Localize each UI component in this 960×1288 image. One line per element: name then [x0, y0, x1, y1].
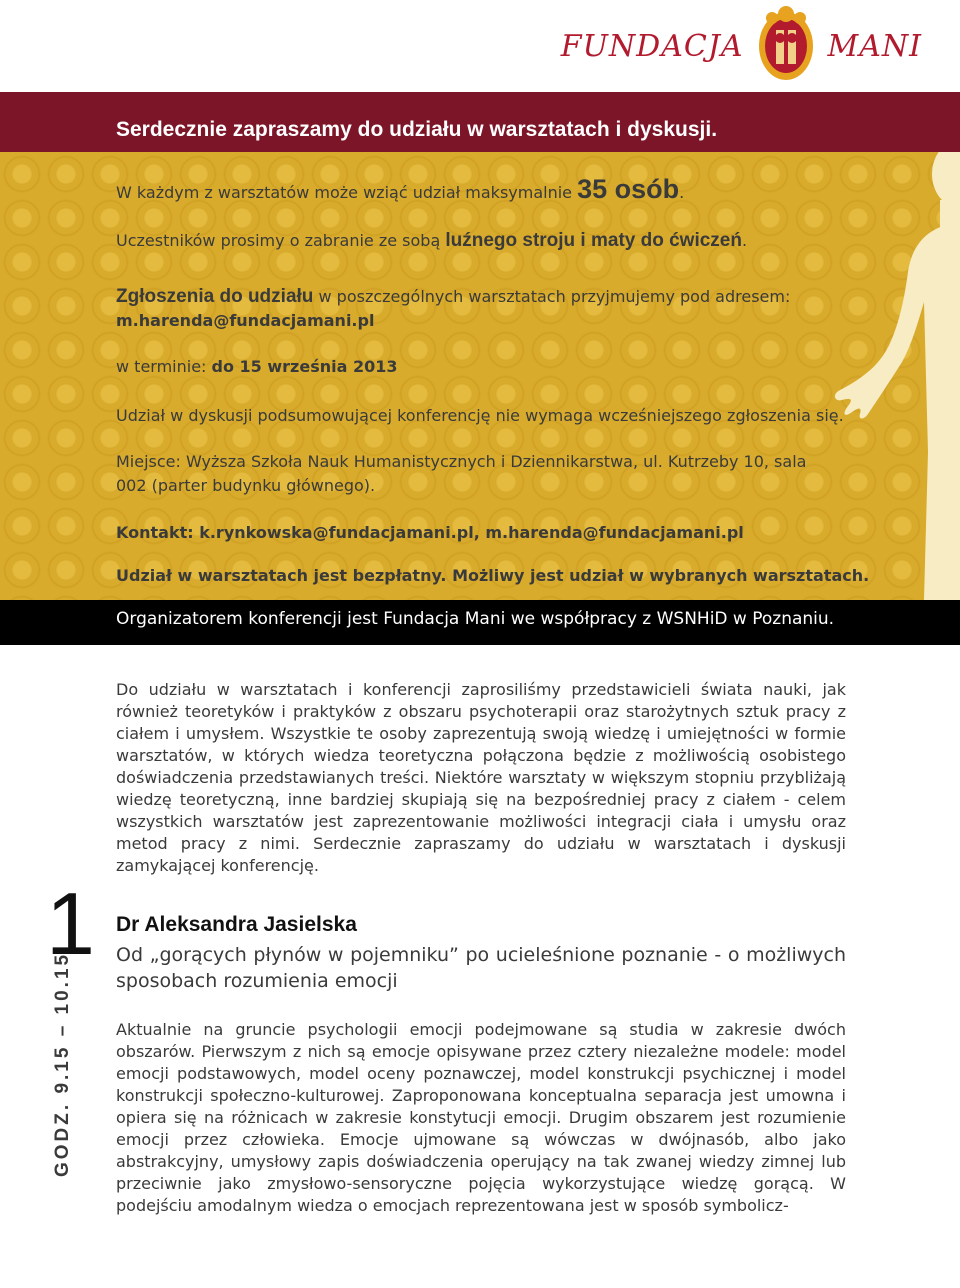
contact-line[interactable]: Kontakt: k.rynkowska@fundacjamani.pl, m.harenda@fundacjamani.pl: [116, 523, 744, 542]
header: [0, 0, 960, 92]
attire-text: Uczestników prosimy o zabranie ze sobą: [116, 231, 446, 250]
logo-word-right: MANI: [827, 28, 922, 64]
venue-line-2: 002 (parter budynku głównego).: [116, 476, 376, 495]
session-time: GODZ. 9.15 – 10.15: [52, 951, 73, 1177]
registration-text: w poszczególnych warsztatach przyjmujemy pod adresem:: [313, 287, 791, 306]
intro-paragraph: Do udziału w warsztatach i konferencji zaprosiliśmy przedstawicieli świata nauki, jak również teoretyków i praktyków z obszaru psychoterapii oraz starożytnych sztuk pracy z ciałem i umysłem. Wszystkie te osoby zaprezentują swoją wiedzę i umiejętności w formie warsztatów, w których wiedza teoretyczna połączona będzie z możliwością osobistego doświadczenia przedstawianych treści. Niektóre warsztaty w większym stopniu przybliżają wiedzę teoretyczną, inne bardziej skupiają się na bezpośredniej pracy z ciałem - celem wszystkich warsztatów jest zaprezentowanie możliwości integracji ciała i umysłu oraz metod pracy z nimi. Serdecznie zapraszamy do udziału w warsztatach i dyskusji zamykającej konferencję.: [116, 680, 846, 875]
attire-highlight: luźnego stroju i maty do ćwiczeń: [445, 230, 742, 251]
registration-line: [116, 286, 790, 308]
registration-email-link[interactable]: m.harenda@fundacjamani.pl: [116, 311, 375, 330]
human-figure-silhouette: [828, 152, 960, 604]
free-participation-line: Udział w warsztatach jest bezpłatny. Możliwy jest udział w wybranych warsztatach.: [116, 566, 870, 585]
talk-abstract: Aktualnie na gruncie psychologii emocji podejmowane są studia w zakresie dwóch obszarów. Pierwszym z nich są emocje opisywane przez cztery niezależne modele: model emocji podstawowych, model oceny poznawczej, model konstrukcji psychicznej i model konstrukcji społeczno-kulturowej. Zaproponowana konceptualna separacja jest umowna i opiera się na różnicach w zakresie konstytucji emocji. Drugim obszarem jest rozumienie emocji przez człowieka. Emocje ujmowane są wówczas w dwójnasób, albo jako abstrakcyjny, umysłowy zapis doświadczenia operujący na tak zwanej wiedzy zimnej lub przeciwnie jako zmysłowo-sensoryczne pojęcia wykorzystujące wiedzę gorącą. W podejściu amodalnym wiedza o emocjach reprezentowana jest w sposób symbolicz-: [116, 1020, 846, 1215]
max-participants-text: W każdym z warsztatów może wziąć udział maksymalnie: [116, 183, 578, 202]
talk-title: Od „gorących płynów w pojemniku” po ucieleśnione poznanie - o możliwych sposobach rozumienia emocji: [116, 944, 846, 992]
deadline-date: do 15 września 2013: [211, 357, 398, 376]
max-participants-suffix: .: [679, 183, 685, 202]
discussion-note: Udział w dyskusji podsumowującej konferencję nie wymaga wcześniejszego zgłoszenia się.: [116, 406, 844, 425]
organizer-text: Organizatorem konferencji jest Fundacja Mani we współpracy z WSNHiD w Poznaniu.: [116, 609, 835, 629]
venue-line-1: Miejsce: Wyższa Szkoła Nauk Humanistycznych i Dziennikarstwa, ul. Kutrzeby 10, sala: [116, 452, 807, 471]
attire-line: [116, 230, 747, 252]
attire-suffix: .: [741, 231, 748, 250]
session-number: 1: [46, 874, 95, 973]
banner-text: Serdecznie zapraszamy do udziału w warsztatach i dyskusji.: [116, 118, 718, 141]
deadline-text: w terminie:: [116, 357, 212, 376]
deadline-line: [116, 357, 398, 376]
fundacja-mani-logo[interactable]: [561, 6, 922, 86]
registration-highlight: Zgłoszenia do udziału: [116, 286, 314, 307]
max-participants-line: [116, 174, 684, 205]
max-participants-count: 35 osób: [577, 174, 680, 204]
logo-word-left: FUNDACJA: [560, 28, 744, 64]
speaker-name: Dr Aleksandra Jasielska: [116, 913, 357, 936]
logo-emblem-icon: [754, 4, 818, 88]
